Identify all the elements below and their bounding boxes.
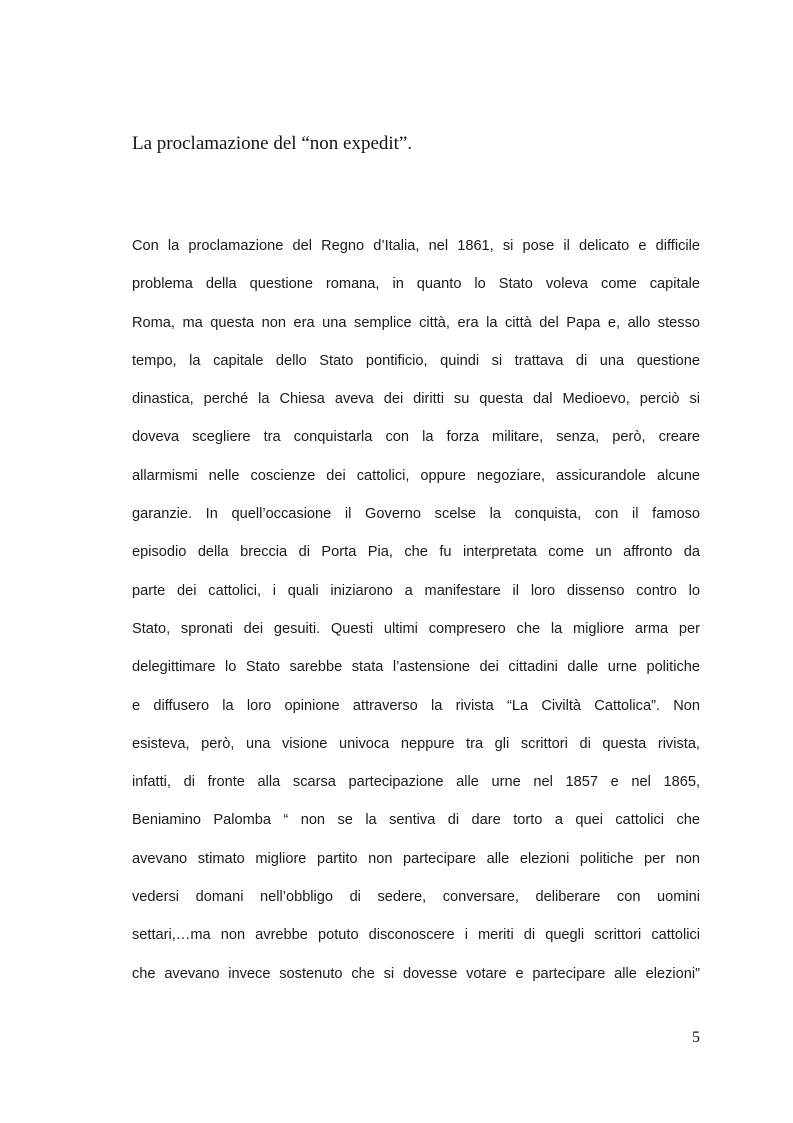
text-line: che avevano invece sostenuto che si dovesse votare e partecipare alle elezioni” <box>132 965 700 982</box>
text-line: garanzie. In quell’occasione il Governo scelse la conquista, con il famoso <box>132 506 700 523</box>
text-line: problema della questione romana, in quanto lo Stato voleva come capitale <box>132 276 700 293</box>
text-line: doveva scegliere tra conquistarla con la forza militare, senza, però, creare <box>132 429 700 446</box>
section-title: La proclamazione del “non expedit”. <box>132 133 413 154</box>
text-line: e diffusero la loro opinione attraverso la rivista “La Civiltà Cattolica”. Non <box>132 697 700 714</box>
text-line: Stato, spronati dei gesuiti. Questi ultimi compresero che la migliore arma per <box>132 620 700 637</box>
text-line: parte dei cattolici, i quali iniziarono a manifestare il loro dissenso contro lo <box>132 582 700 599</box>
text-line: dinastica, perché la Chiesa aveva dei diritti su questa dal Medioevo, perciò si <box>132 391 700 408</box>
text-line: settari,…ma non avrebbe potuto disconoscere i meriti di quegli scrittori cattolici <box>132 927 700 944</box>
text-line: Con la proclamazione del Regno d’Italia, nel 1861, si pose il delicato e difficile <box>132 238 700 254</box>
text-line: episodio della breccia di Porta Pia, che fu interpretata come un affronto da <box>132 544 700 561</box>
text-line: avevano stimato migliore partito non partecipare alle elezioni politiche per non <box>132 850 700 867</box>
text-line: Roma, ma questa non era una semplice città, era la città del Papa e, allo stesso <box>132 314 700 331</box>
text-line: Beniamino Palomba “ non se la sentiva di dare torto a quei cattolici che <box>132 812 700 829</box>
text-line: delegittimare lo Stato sarebbe stata l’astensione dei cittadini dalle urne politiche <box>132 659 700 676</box>
text-line: infatti, di fronte alla scarsa partecipazione alle urne nel 1857 e nel 1865, <box>132 774 700 791</box>
text-line: allarmismi nelle coscienze dei cattolici, oppure negoziare, assicurandole alcune <box>132 467 700 484</box>
text-line: esisteva, però, una visione univoca neppure tra gli scrittori di questa rivista, <box>132 735 700 752</box>
text-line: tempo, la capitale dello Stato pontificio, quindi si trattava di una questione <box>132 352 700 369</box>
page-number: 5 <box>692 1029 700 1046</box>
body-text <box>132 232 700 998</box>
text-line: vedersi domani nell’obbligo di sedere, conversare, deliberare con uomini <box>132 889 700 906</box>
